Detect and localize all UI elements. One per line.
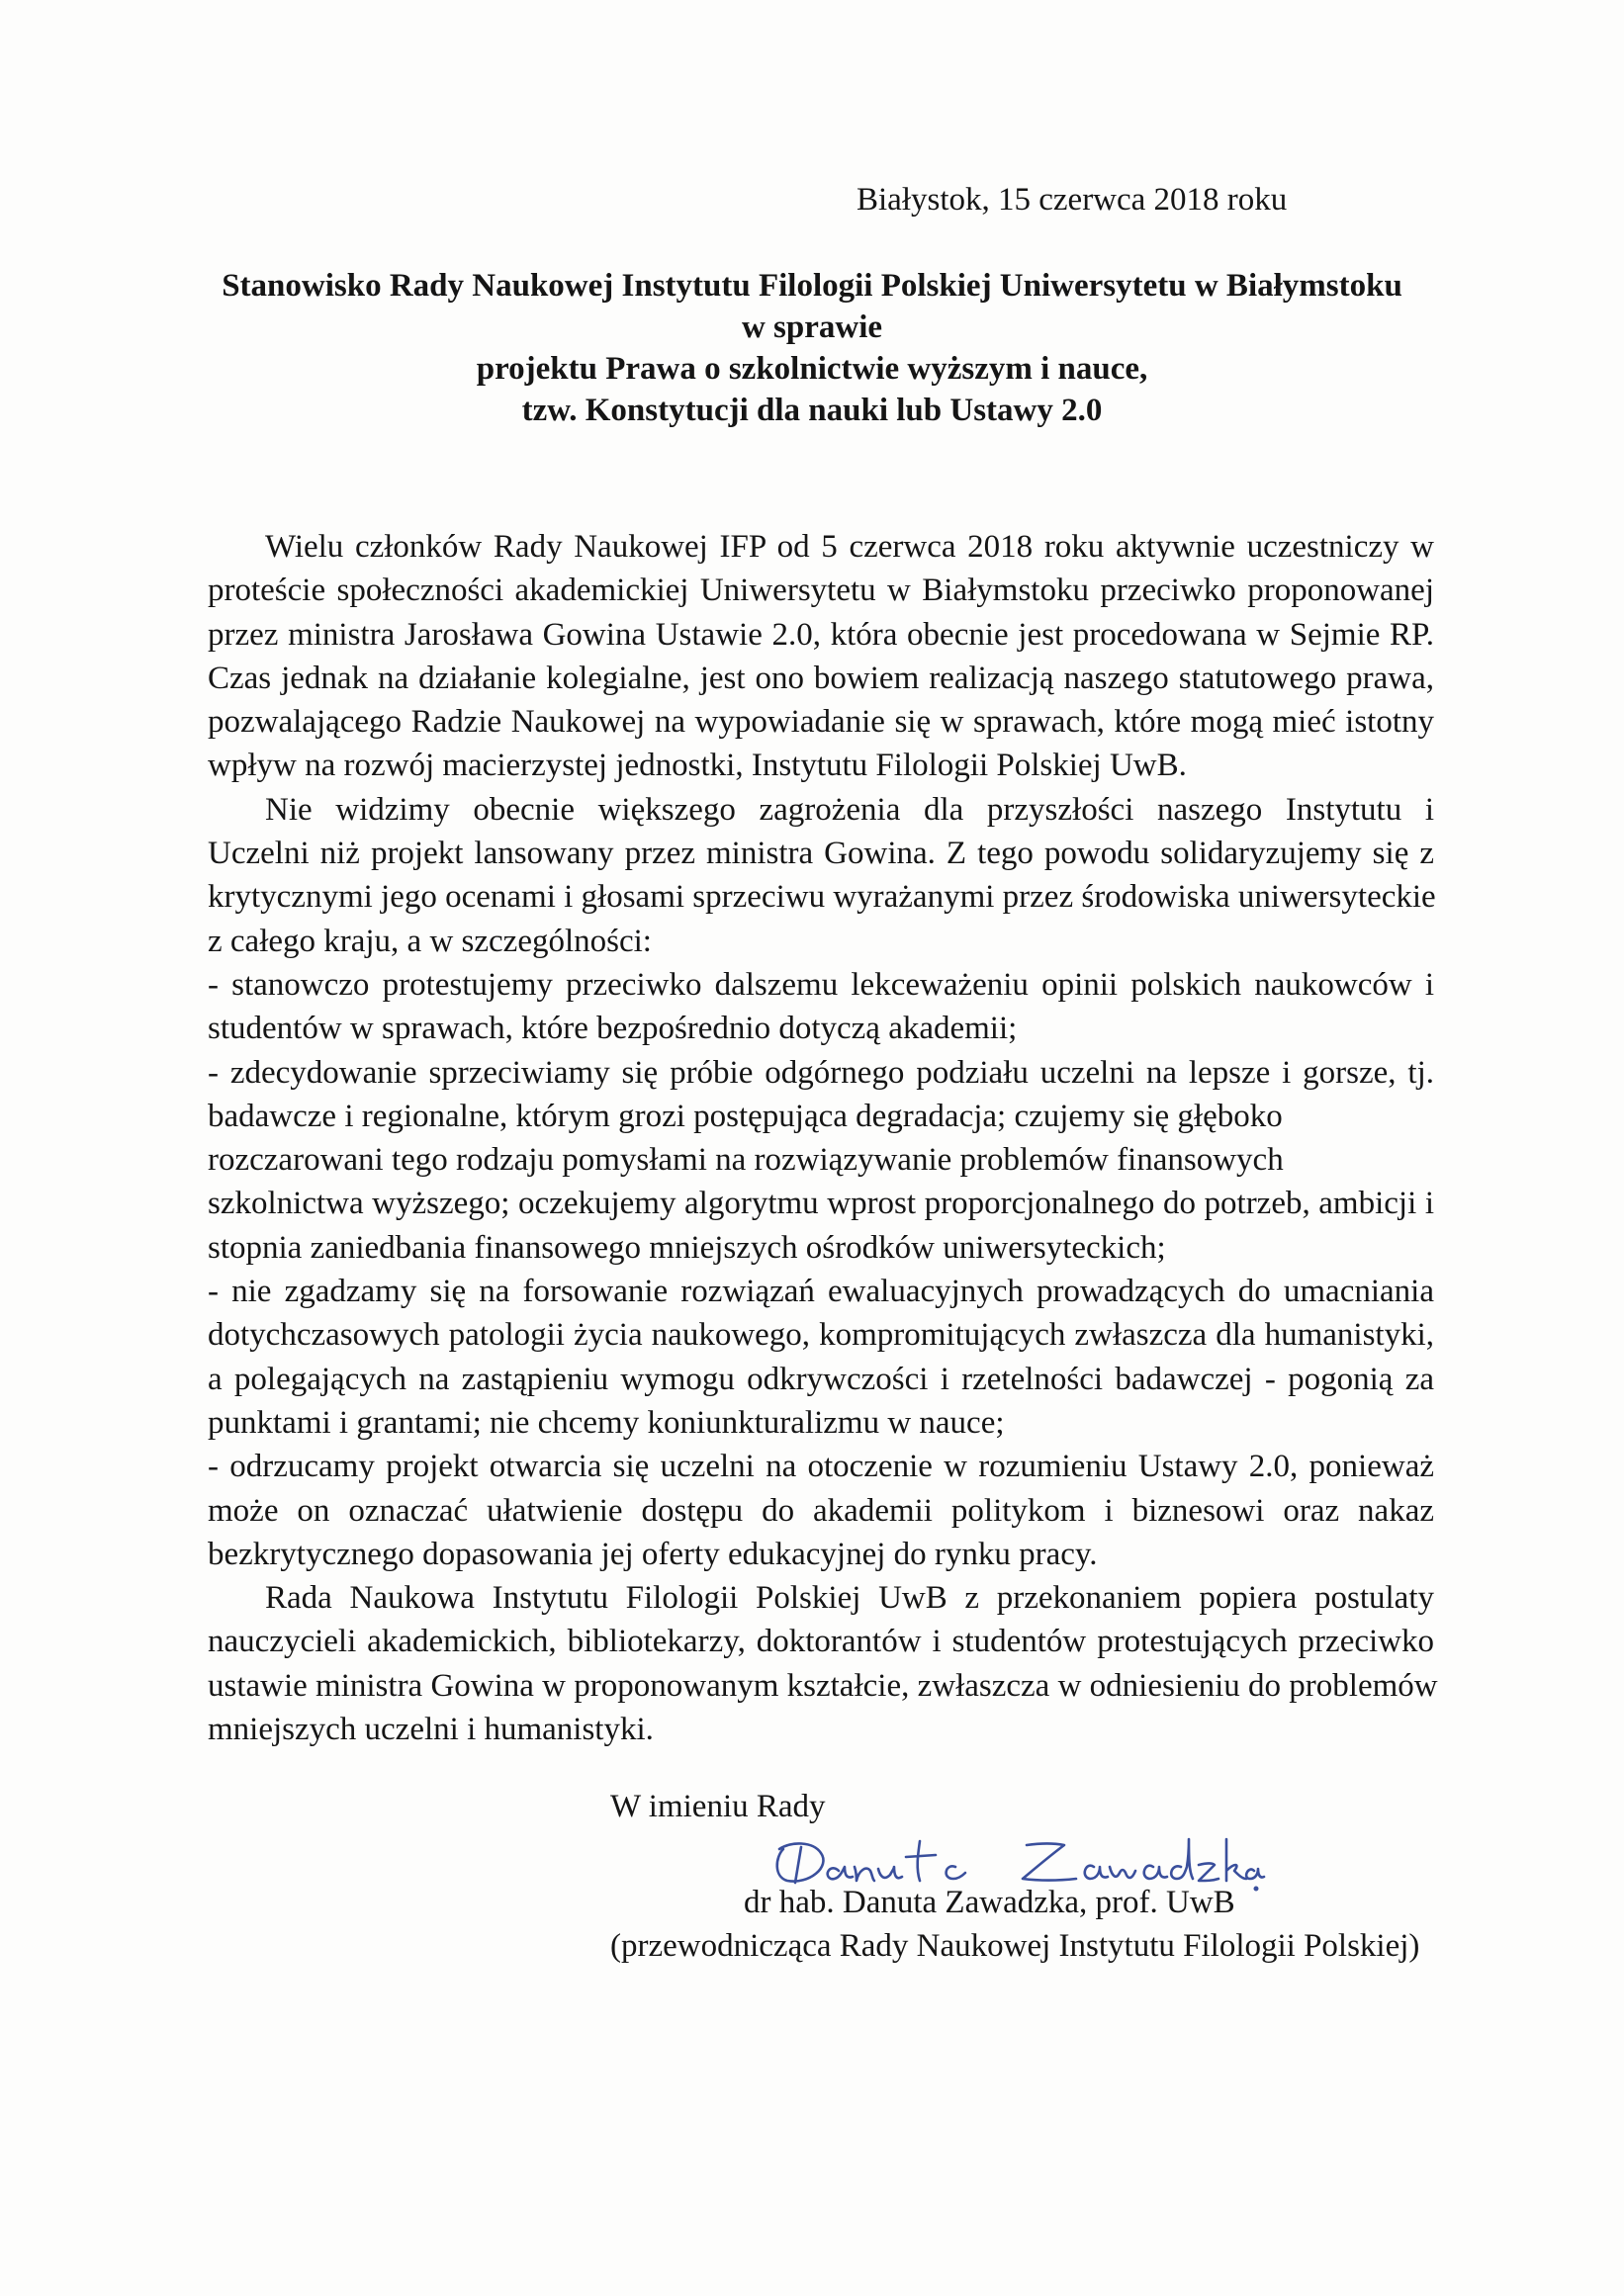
body-line: z całego kraju, a w szczególności: bbox=[208, 923, 652, 959]
body-line: a polegających na zastąpieniu wymogu odkrywczości i rzetelności badawczej - pogonią za bbox=[208, 1361, 1434, 1397]
body-line: wpływ na rozwój macierzystej jednostki, Instytutu Filologii Polskiej UwB. bbox=[208, 748, 1187, 784]
document-title bbox=[178, 265, 1446, 431]
body-line: krytycznymi jego ocenami i głosami sprzeciwu wyrażanymi przez środowiska uniwersyteckie bbox=[208, 879, 1436, 916]
body-line: rozczarowani tego rodzaju pomysłami na rozwiązywanie problemów finansowych bbox=[208, 1142, 1284, 1179]
body-line: przez ministra Jarosława Gowina Ustawie 2.0, która obecnie jest procedowana w Sejmie RP. bbox=[208, 616, 1434, 653]
body-line: ustawie ministra Gowina w proponowanym kształcie, zwłaszcza w odniesieniu do problemów bbox=[208, 1667, 1438, 1704]
body-line: - stanowczo protestujemy przeciwko dalszemu lekceważeniu opinii polskich naukowców i bbox=[208, 966, 1434, 1003]
body-line: mniejszych uczelni i humanistyki. bbox=[208, 1712, 654, 1748]
title-line: w sprawie bbox=[741, 309, 883, 345]
body-line: może on oznaczać ułatwienie dostępu do akademii politykom i biznesowi oraz nakaz bbox=[208, 1492, 1434, 1529]
body-line: punktami i grantami; nie chcemy koniunkturalizmu w nauce; bbox=[208, 1404, 1005, 1441]
title-line: projektu Prawa o szkolnictwie wyższym i nauce, bbox=[476, 351, 1148, 387]
body-line: studentów w sprawach, które bezpośrednio dotyczą akademii; bbox=[208, 1011, 1018, 1047]
body-line: dotychczasowych patologii życia naukowego, kompromitujących zwłaszcza dla humanistyki, bbox=[208, 1317, 1434, 1354]
body-line: stopnia zaniedbania finansowego mniejszych ośrodków uniwersyteckich; bbox=[208, 1229, 1166, 1266]
date-line: Białystok, 15 czerwca 2018 roku bbox=[857, 182, 1288, 218]
document-body bbox=[208, 525, 1438, 1751]
body-line: Nie widzimy obecnie większego zagrożenia dla przyszłości naszego Instytutu i bbox=[265, 791, 1434, 828]
body-line: badawcze i regionalne, którym grozi postępująca degradacja; czujemy się głęboko bbox=[208, 1098, 1283, 1134]
body-line: Wielu członków Rady Naukowej IFP od 5 czerwca 2018 roku aktywnie uczestniczy w bbox=[265, 529, 1434, 565]
body-line: pozwalającego Radzie Naukowej na wypowiadanie się w sprawach, które mogą mieć istotny bbox=[208, 704, 1434, 741]
body-line: Uczelni niż projekt lansowany przez ministra Gowina. Z tego powodu solidaryzujemy się z bbox=[208, 836, 1434, 872]
body-line: - zdecydowanie sprzeciwiamy się próbie odgórnego podziału uczelni na lepsze i gorsze, tj. bbox=[208, 1054, 1434, 1091]
body-line: bezkrytycznego dopasowania jej oferty edukacyjnej do rynku pracy. bbox=[208, 1536, 1098, 1572]
signature-label: W imieniu Rady bbox=[610, 1789, 826, 1824]
body-line: Rada Naukowa Instytutu Filologii Polskiej UwB z przekonaniem popiera postulaty bbox=[265, 1580, 1434, 1617]
signer-role: (przewodnicząca Rady Naukowej Instytutu Filologii Polskiej) bbox=[610, 1928, 1420, 1964]
title-line: Stanowisko Rady Naukowej Instytutu Filologii Polskiej Uniwersytetu w Białymstoku bbox=[222, 268, 1402, 304]
body-line: szkolnictwa wyższego; oczekujemy algorytmu wprost proporcjonalnego do potrzeb, ambicji i bbox=[208, 1186, 1434, 1222]
body-line: Czas jednak na działanie kolegialne, jest ono bowiem realizacją naszego statutowego prawa, bbox=[208, 660, 1434, 696]
title-line: tzw. Konstytucji dla nauki lub Ustawy 2.0 bbox=[521, 393, 1103, 428]
body-line: - odrzucamy projekt otwarcia się uczelni na otoczenie w rozumieniu Ustawy 2.0, ponieważ bbox=[208, 1449, 1434, 1485]
signer-name: dr hab. Danuta Zawadzka, prof. UwB bbox=[744, 1885, 1235, 1920]
body-line: - nie zgadzamy się na forsowanie rozwiązań ewaluacyjnych prowadzących do umacniania bbox=[208, 1274, 1434, 1310]
body-line: proteście społeczności akademickiej Uniwersytetu w Białymstoku przeciwko proponowanej bbox=[208, 573, 1434, 609]
body-line: nauczycieli akademickich, bibliotekarzy, doktorantów i studentów protestujących przeciwko bbox=[208, 1624, 1434, 1660]
